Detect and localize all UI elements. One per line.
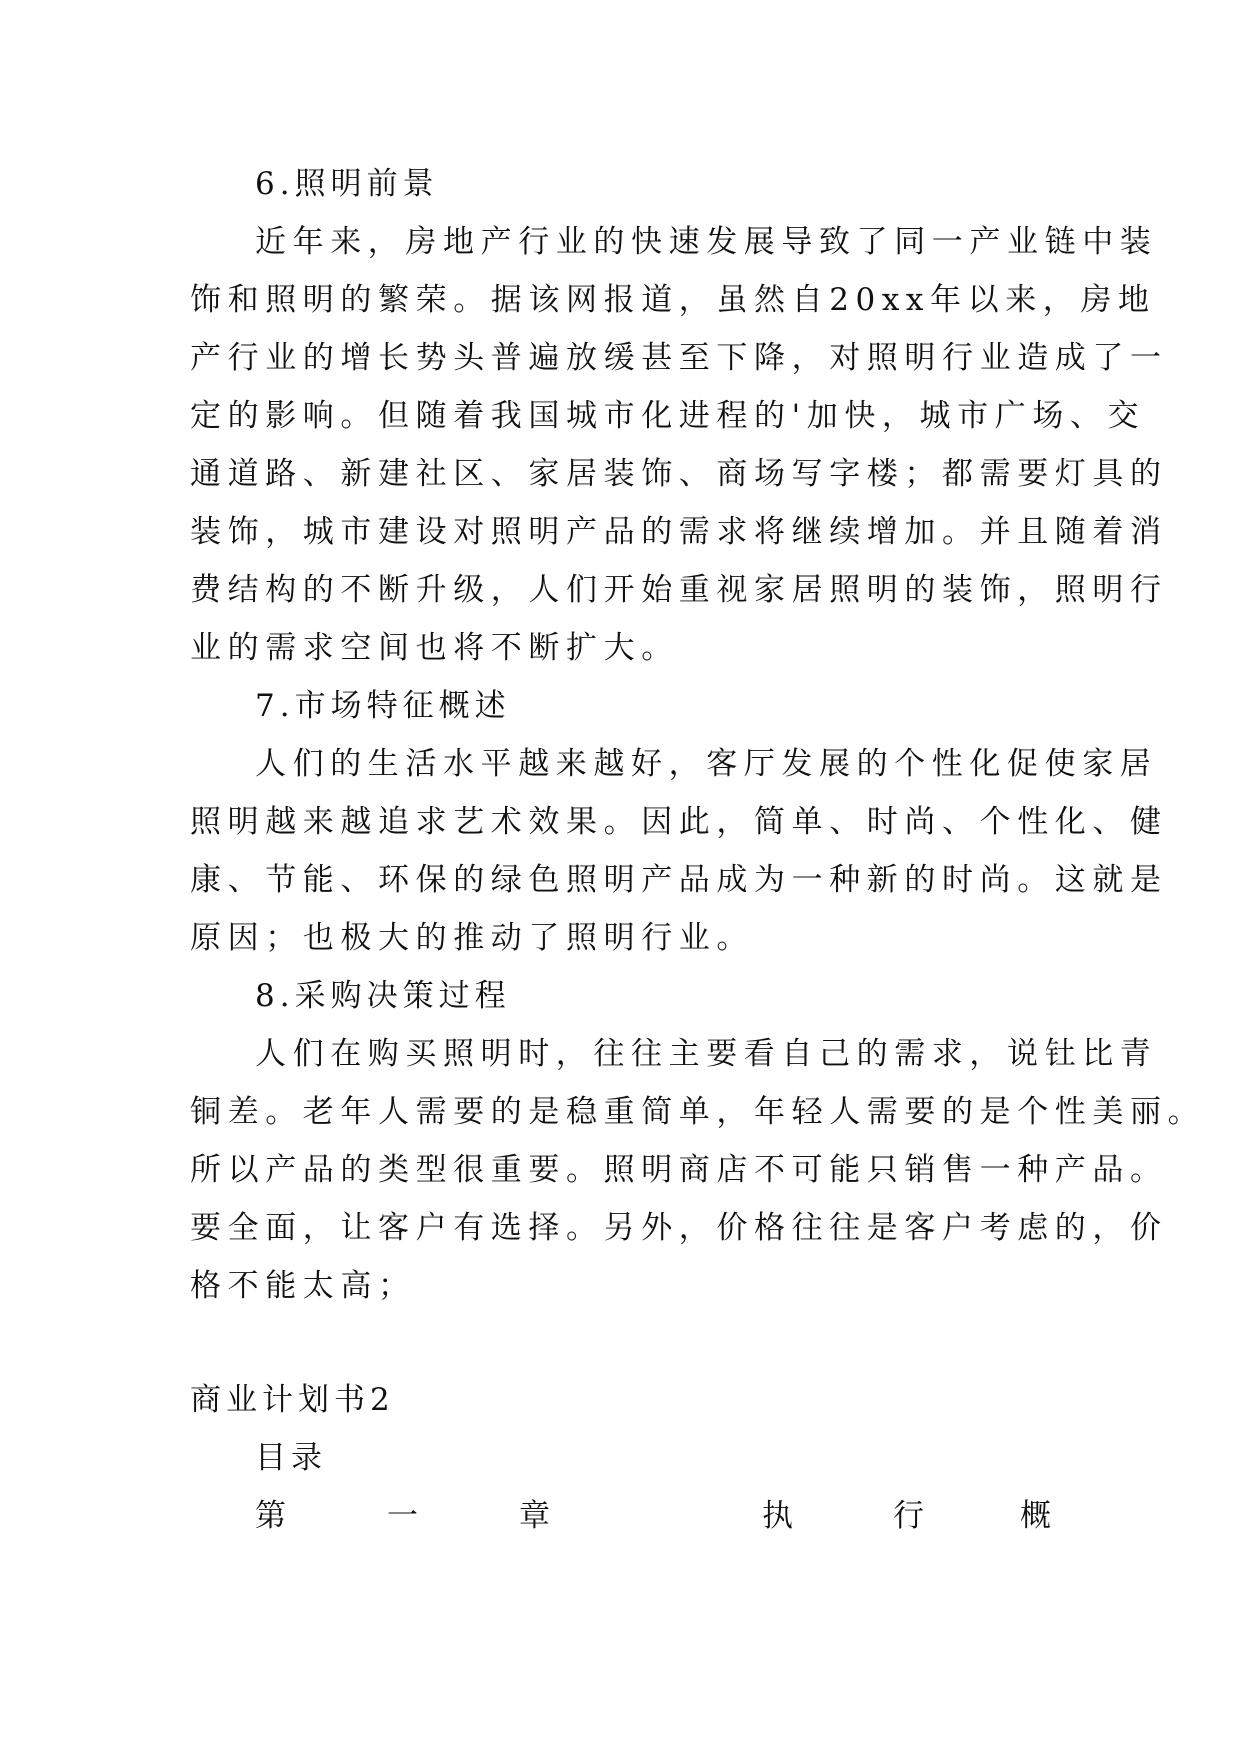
toc-heading: 目录 xyxy=(255,1440,327,1476)
paragraph-line: 康、节能、环保的绿色照明产品成为一种新的时尚。这就是 xyxy=(190,862,1168,898)
paragraph-line: 所以产品的类型很重要。照明商店不可能只销售一种产品。 xyxy=(190,1152,1168,1188)
toc-entry-char: 概 xyxy=(1020,1498,1051,1534)
toc-entry-char: 执 xyxy=(762,1498,793,1534)
paragraph-line: 铜差。老年人需要的是稳重简单，年轻人需要的是个性美丽。 xyxy=(190,1094,1206,1130)
toc-entry-char: 章 xyxy=(519,1498,550,1534)
paragraph-line: 产行业的增长势头普遍放缓甚至下降，对照明行业造成了一 xyxy=(190,340,1168,376)
paragraph-line: 原因；也极大的推动了照明行业。 xyxy=(190,920,754,956)
section-heading: 6.照明前景 xyxy=(255,166,439,202)
section-heading: 7.市场特征概述 xyxy=(255,688,511,724)
paragraph-line: 业的需求空间也将不断扩大。 xyxy=(190,630,679,666)
document-title: 商业计划书2 xyxy=(190,1382,395,1418)
paragraph-line: 人们的生活水平越来越好，客厅发展的个性化促使家居 xyxy=(255,746,1158,782)
paragraph-line: 通道路、新建社区、家居装饰、商场写字楼；都需要灯具的 xyxy=(190,456,1168,492)
paragraph-line: 装饰，城市建设对照明产品的需求将继续增加。并且随着消 xyxy=(190,514,1168,550)
paragraph-line: 费结构的不断升级，人们开始重视家居照明的装饰，照明行 xyxy=(190,572,1168,608)
section-heading: 8.采购决策过程 xyxy=(255,978,511,1014)
paragraph-line: 定的影响。但随着我国城市化进程的'加快，城市广场、交 xyxy=(190,398,1146,434)
toc-entry-char: 一 xyxy=(387,1498,418,1534)
paragraph-line: 人们在购买照明时，往往主要看自己的需求，说钍比青 xyxy=(255,1036,1158,1072)
paragraph-line: 要全面，让客户有选择。另外，价格往往是客户考虑的，价 xyxy=(190,1210,1168,1246)
paragraph-line: 格不能太高； xyxy=(190,1268,416,1304)
toc-entry-char: 第 xyxy=(255,1498,286,1534)
toc-entry-char: 行 xyxy=(893,1498,924,1534)
paragraph-line: 饰和照明的繁荣。据该网报道，虽然自20xx年以来，房地 xyxy=(190,282,1156,318)
paragraph-line: 近年来，房地产行业的快速发展导致了同一产业链中装 xyxy=(255,224,1158,260)
paragraph-line: 照明越来越追求艺术效果。因此，简单、时尚、个性化、健 xyxy=(190,804,1168,840)
